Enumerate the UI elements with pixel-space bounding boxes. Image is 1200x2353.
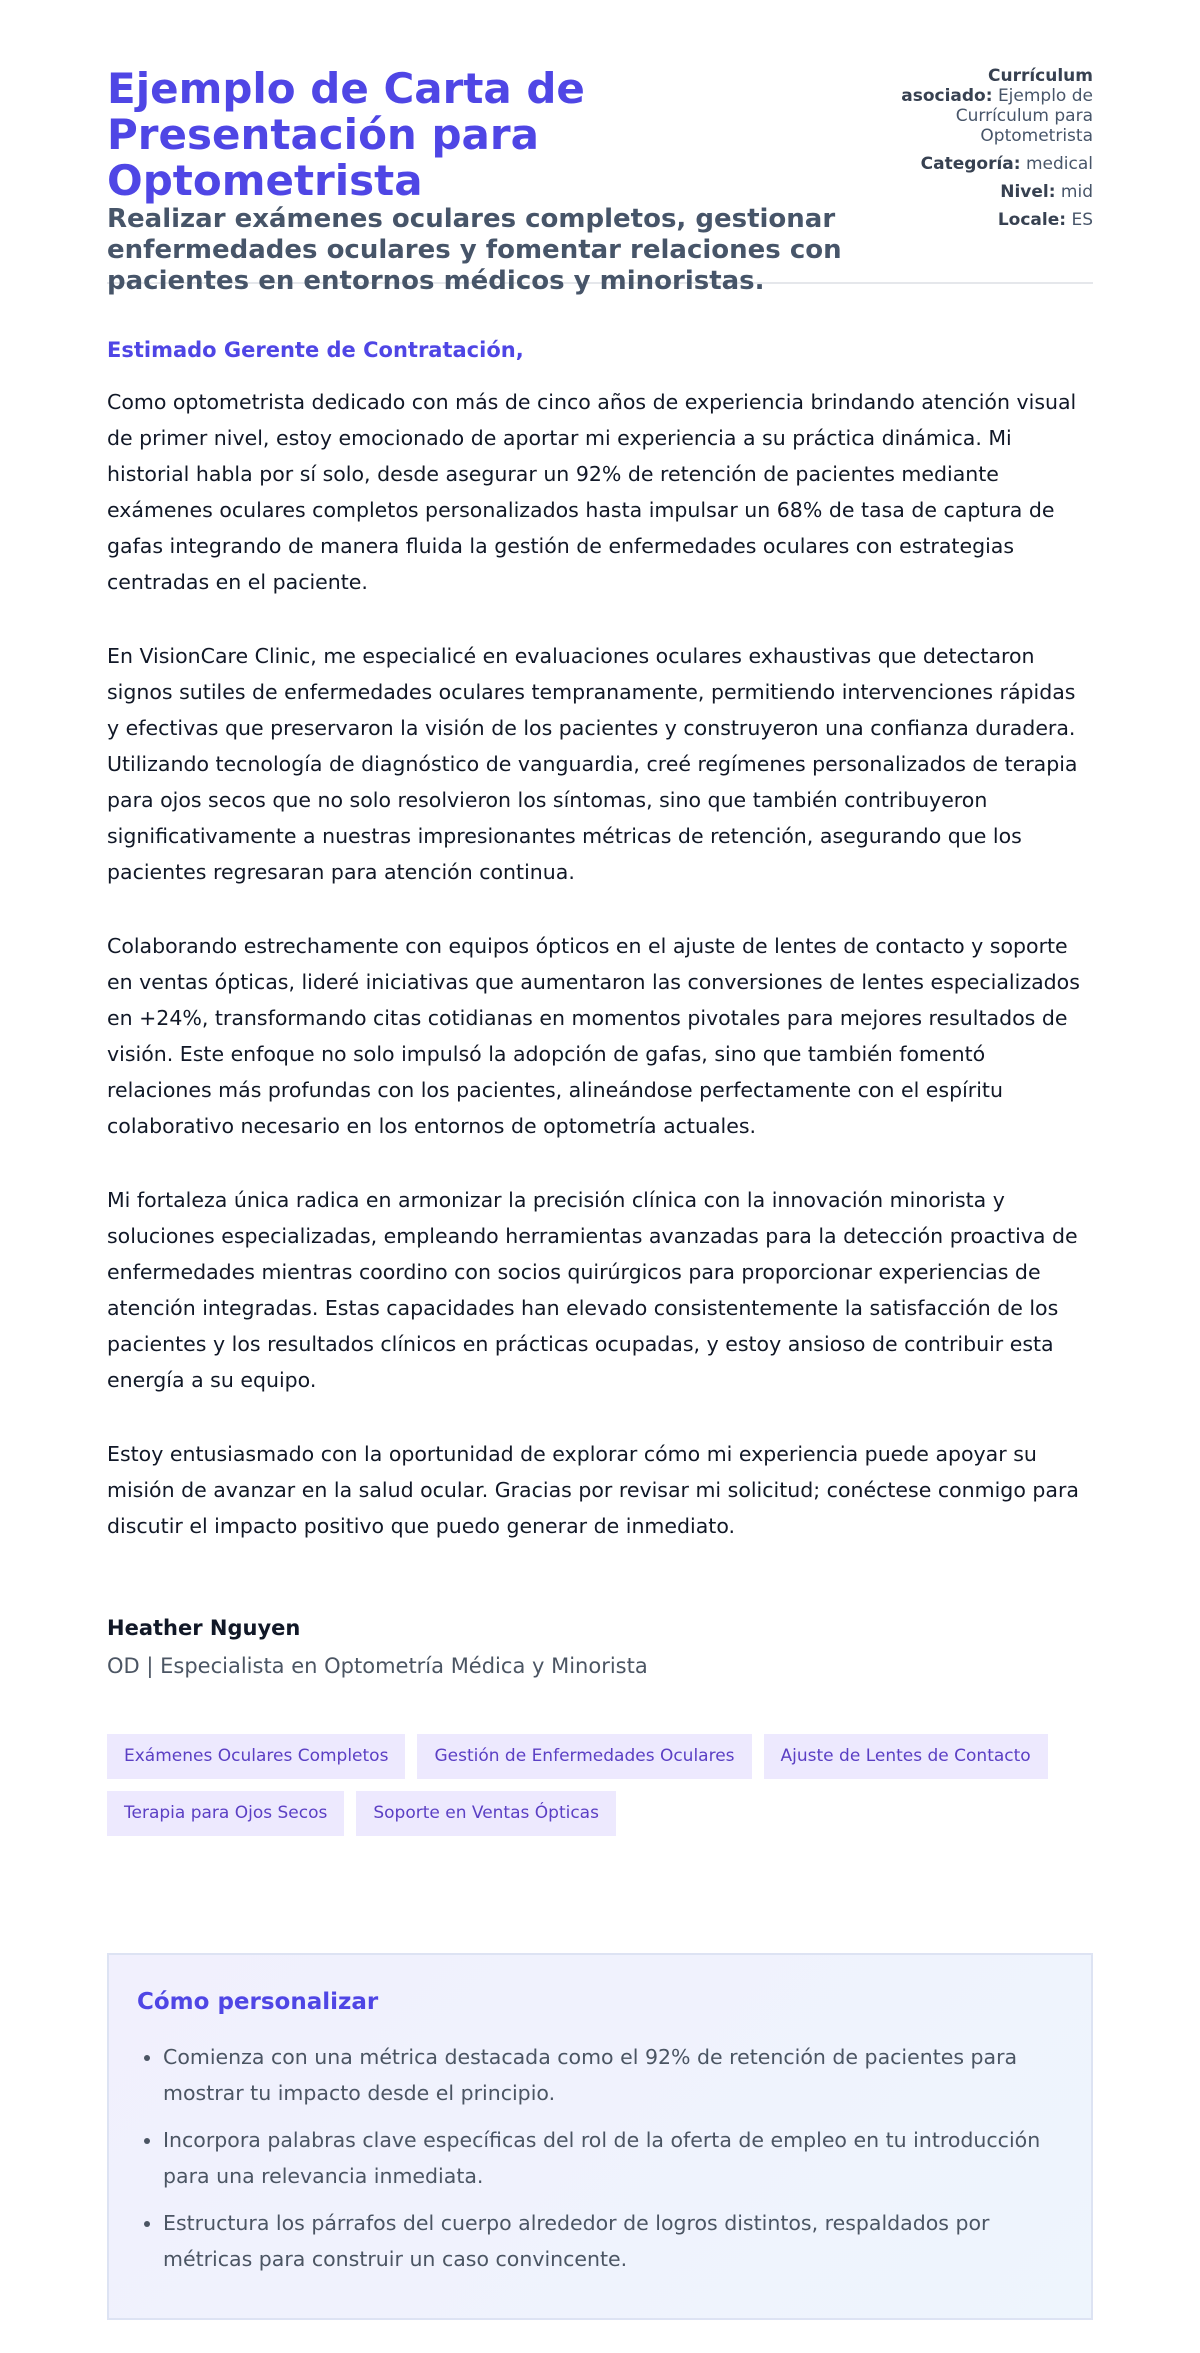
letter-body bbox=[107, 336, 1093, 1680]
customization-tips bbox=[107, 1953, 1093, 2320]
tips-title: Cómo personalizar bbox=[137, 1989, 379, 2015]
paragraph: En VisionCare Clinic, me especialicé en evaluaciones oculares exhaustivas que detectaron signos sutiles de enfermedades oculares tempranamente, permitiendo intervenciones rápidas y efectivas que preservaron la visión de los pacientes y construyeron una confianza duradera. Utilizando tecnología de diagnóstico de vanguardia, creé regímenes personalizados de terapia para ojos secos que no solo resolvieron los síntomas, sino que también contribuyeron significativamente a nuestras impresionantes métricas de retención, asegurando que los pacientes regresaran para atención continua. bbox=[107, 644, 1078, 884]
meta-locale bbox=[893, 210, 1093, 230]
meta-value: medical bbox=[1025, 154, 1093, 174]
paragraph: Estoy entusiasmado con la oportunidad de explorar cómo mi experiencia puede apoyar su misión de avanzar en la salud ocular. Gracias por revisar mi solicitud; conéctese conmigo para discutir el impacto positivo que puedo generar de inmediato. bbox=[107, 1442, 1079, 1538]
signature-name: Heather Nguyen bbox=[107, 1616, 301, 1640]
skill-tag: Gestión de Enfermedades Oculares bbox=[417, 1734, 751, 1779]
paragraph: Mi fortaleza única radica en armonizar la precisión clínica con la innovación minorista y soluciones especializadas, empleando herramientas avanzadas para la detección proactiva de enfermedades mientras coordino con socios quirúrgicos para proporcionar experiencias de atención integradas. Estas capacidades han elevado consistentemente la satisfacción de los pacientes y los resultados clínicos en prácticas ocupadas, y estoy ansioso de contribuir esta energía a su equipo. bbox=[107, 1188, 1078, 1392]
signature-title: OD | Especialista en Optometría Médica y Minorista bbox=[107, 1654, 648, 1678]
greeting: Estimado Gerente de Contratación, bbox=[107, 338, 524, 362]
meta-category bbox=[893, 154, 1093, 174]
tips-list bbox=[137, 2039, 1063, 2277]
meta-value: ES bbox=[1071, 210, 1093, 230]
meta-value: Ejemplo de Currículum para Optometrista bbox=[955, 86, 1093, 146]
page-title: Ejemplo de Carta de Presentación para Optometrista bbox=[107, 64, 585, 205]
skill-tag: Exámenes Oculares Completos bbox=[107, 1734, 405, 1779]
meta-label: Currículum asociado: bbox=[901, 66, 1093, 106]
skill-tag: Terapia para Ojos Secos bbox=[107, 1791, 344, 1836]
paragraph: Como optometrista dedicado con más de cinco años de experiencia brindando atención visual de primer nivel, estoy emocionado de aportar mi experiencia a su práctica dinámica. Mi historial habla por sí solo, desde asegurar un 92% de retención de pacientes mediante exámenes oculares completos personalizados hasta impulsar un 68% de tasa de captura de gafas integrando de manera fluida la gestión de enfermedades oculares con estrategias centradas en el paciente. bbox=[107, 390, 1077, 594]
page-subtitle: Realizar exámenes oculares completos, gestionar enfermedades oculares y fomentar relaciones con pacientes en entornos médicos y minoristas. bbox=[107, 204, 842, 296]
tip-item: • Estructura los párrafos del cuerpo alrededor de logros distintos, respaldados por métricas para construir un caso convincente. bbox=[163, 2205, 1063, 2277]
meta-label: Locale: bbox=[997, 210, 1067, 230]
meta-label: Categoría: bbox=[920, 154, 1021, 174]
cover-letter-page bbox=[107, 0, 1093, 2320]
skill-tag: Soporte en Ventas Ópticas bbox=[356, 1791, 616, 1836]
tip-item: • Incorpora palabras clave específicas del rol de la oferta de empleo en tu introducción para una relevancia inmediata. bbox=[163, 2122, 1063, 2194]
tip-item: • Comienza con una métrica destacada como el 92% de retención de pacientes para mostrar tu impacto desde el principio. bbox=[163, 2039, 1063, 2111]
skill-tags bbox=[107, 1734, 1093, 1836]
meta-level bbox=[893, 182, 1093, 202]
meta-resume bbox=[893, 66, 1093, 146]
skill-tag: Ajuste de Lentes de Contacto bbox=[764, 1734, 1048, 1779]
paragraph: Colaborando estrechamente con equipos ópticos en el ajuste de lentes de contacto y soporte en ventas ópticas, lideré iniciativas que aumentaron las conversiones de lentes especializados en +24%, transformando citas cotidianas en momentos pivotales para mejores resultados de visión. Este enfoque no solo impulsó la adopción de gafas, sino que también fomentó relaciones más profundas con los pacientes, alineándose perfectamente con el espíritu colaborativo necesario en los entornos de optometría actuales. bbox=[107, 934, 1080, 1138]
page-header bbox=[107, 0, 1093, 296]
meta-value: mid bbox=[1060, 182, 1093, 202]
meta-panel bbox=[893, 66, 1093, 238]
meta-label: Nivel: bbox=[1000, 182, 1056, 202]
